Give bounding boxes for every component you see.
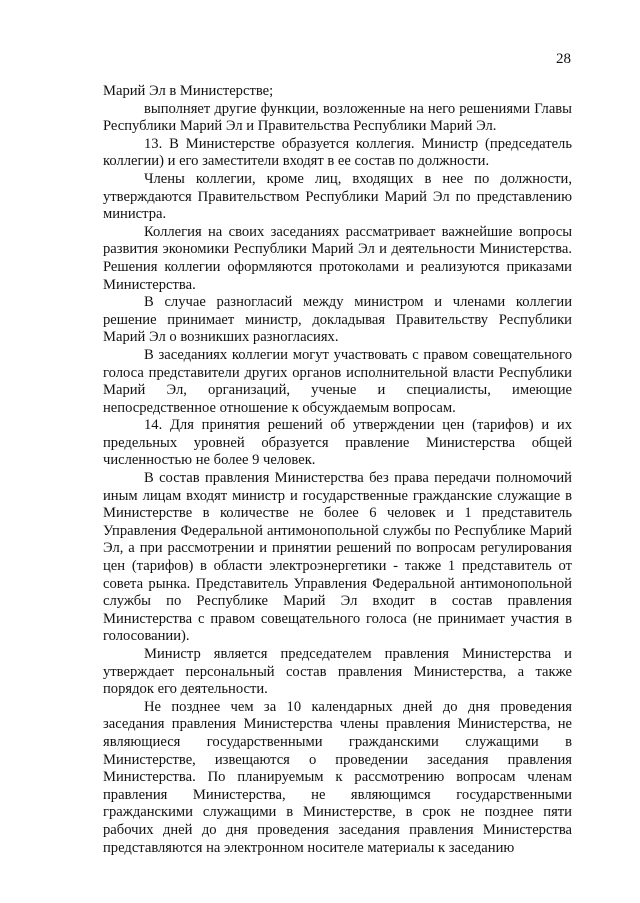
paragraph-board-composition: В состав правления Министерства без права передачи полномочий иным лицам входят министр и государственные гражданские служащие в Министерстве в количестве не более 6 человек и 1 представитель Управления Федеральной антимонопольной службы по Республике Марий Эл, а при рассмотрении и принятии решений по вопросам регулирования цен (тарифов) в области электроэнергетики - также 1 представитель от совета рынка. Представитель Управления Федеральной антимонопольной службы по Республике Марий Эл входит в состав правления Министерства с правом совещательного голоса (не принимает участия в голосовании). [103, 470, 572, 645]
paragraph-advisory-participants: В заседаниях коллегии могут участвовать с правом совещательного голоса представители других органов исполнительной власти Республики Марий Эл, организаций, ученые и специалисты, имеющие непосредственное отношение к обсуждаемым вопросам. [103, 346, 572, 416]
paragraph-continuation: Марий Эл в Министерстве; [103, 83, 274, 99]
paragraph-collegium-meetings: Коллегия на своих заседаниях рассматривает важнейшие вопросы развития экономики Республики Марий Эл и деятельности Министерства. Решения коллегии оформляются протоколами и реализуются приказами Министерства. [103, 223, 572, 293]
paragraph-14-board: 14. Для принятия решений об утверждении цен (тарифов) и их предельных уровней образуется правление Министерства общей численностью не более 9 человек. [103, 417, 572, 469]
paragraph-board-chairman: Министр является председателем правления Министерства и утверждает персональный состав правления Министерства, а также порядок его деятельности. [103, 646, 572, 698]
paragraph-board-notification: Не позднее чем за 10 календарных дней до дня проведения заседания правления Министерства члены правления Министерства, не являющиеся государственными гражданскими служащими в Министерстве, извещаются о проведении заседания правления Министерства. По планируемым к рассмотрению вопросам членам правления Министерства, не являющимся государственными гражданскими служащими в Министерстве, в срок не позднее пяти рабочих дней до дня проведения заседания правления Министерства представляются на электронном носителе материалы к заседанию [103, 698, 572, 856]
paragraph-other-functions: выполняет другие функции, возложенные на него решениями Главы Республики Марий Эл и Правительства Республики Марий Эл. [103, 100, 572, 135]
paragraph-collegium-members: Члены коллегии, кроме лиц, входящих в нее по должности, утверждаются Правительством Республики Марий Эл по представлению министра. [103, 170, 572, 223]
page-number: 28 [556, 51, 571, 67]
document-body [103, 83, 572, 857]
paragraph-13-collegium: 13. В Министерстве образуется коллегия. Министр (председатель коллегии) и его заместители входят в ее состав по должности. [103, 135, 572, 170]
paragraph-disagreements: В случае разногласий между министром и членами коллегии решение принимает министр, докладывая Правительству Республики Марий Эл о возникших разногласиях. [103, 294, 572, 346]
